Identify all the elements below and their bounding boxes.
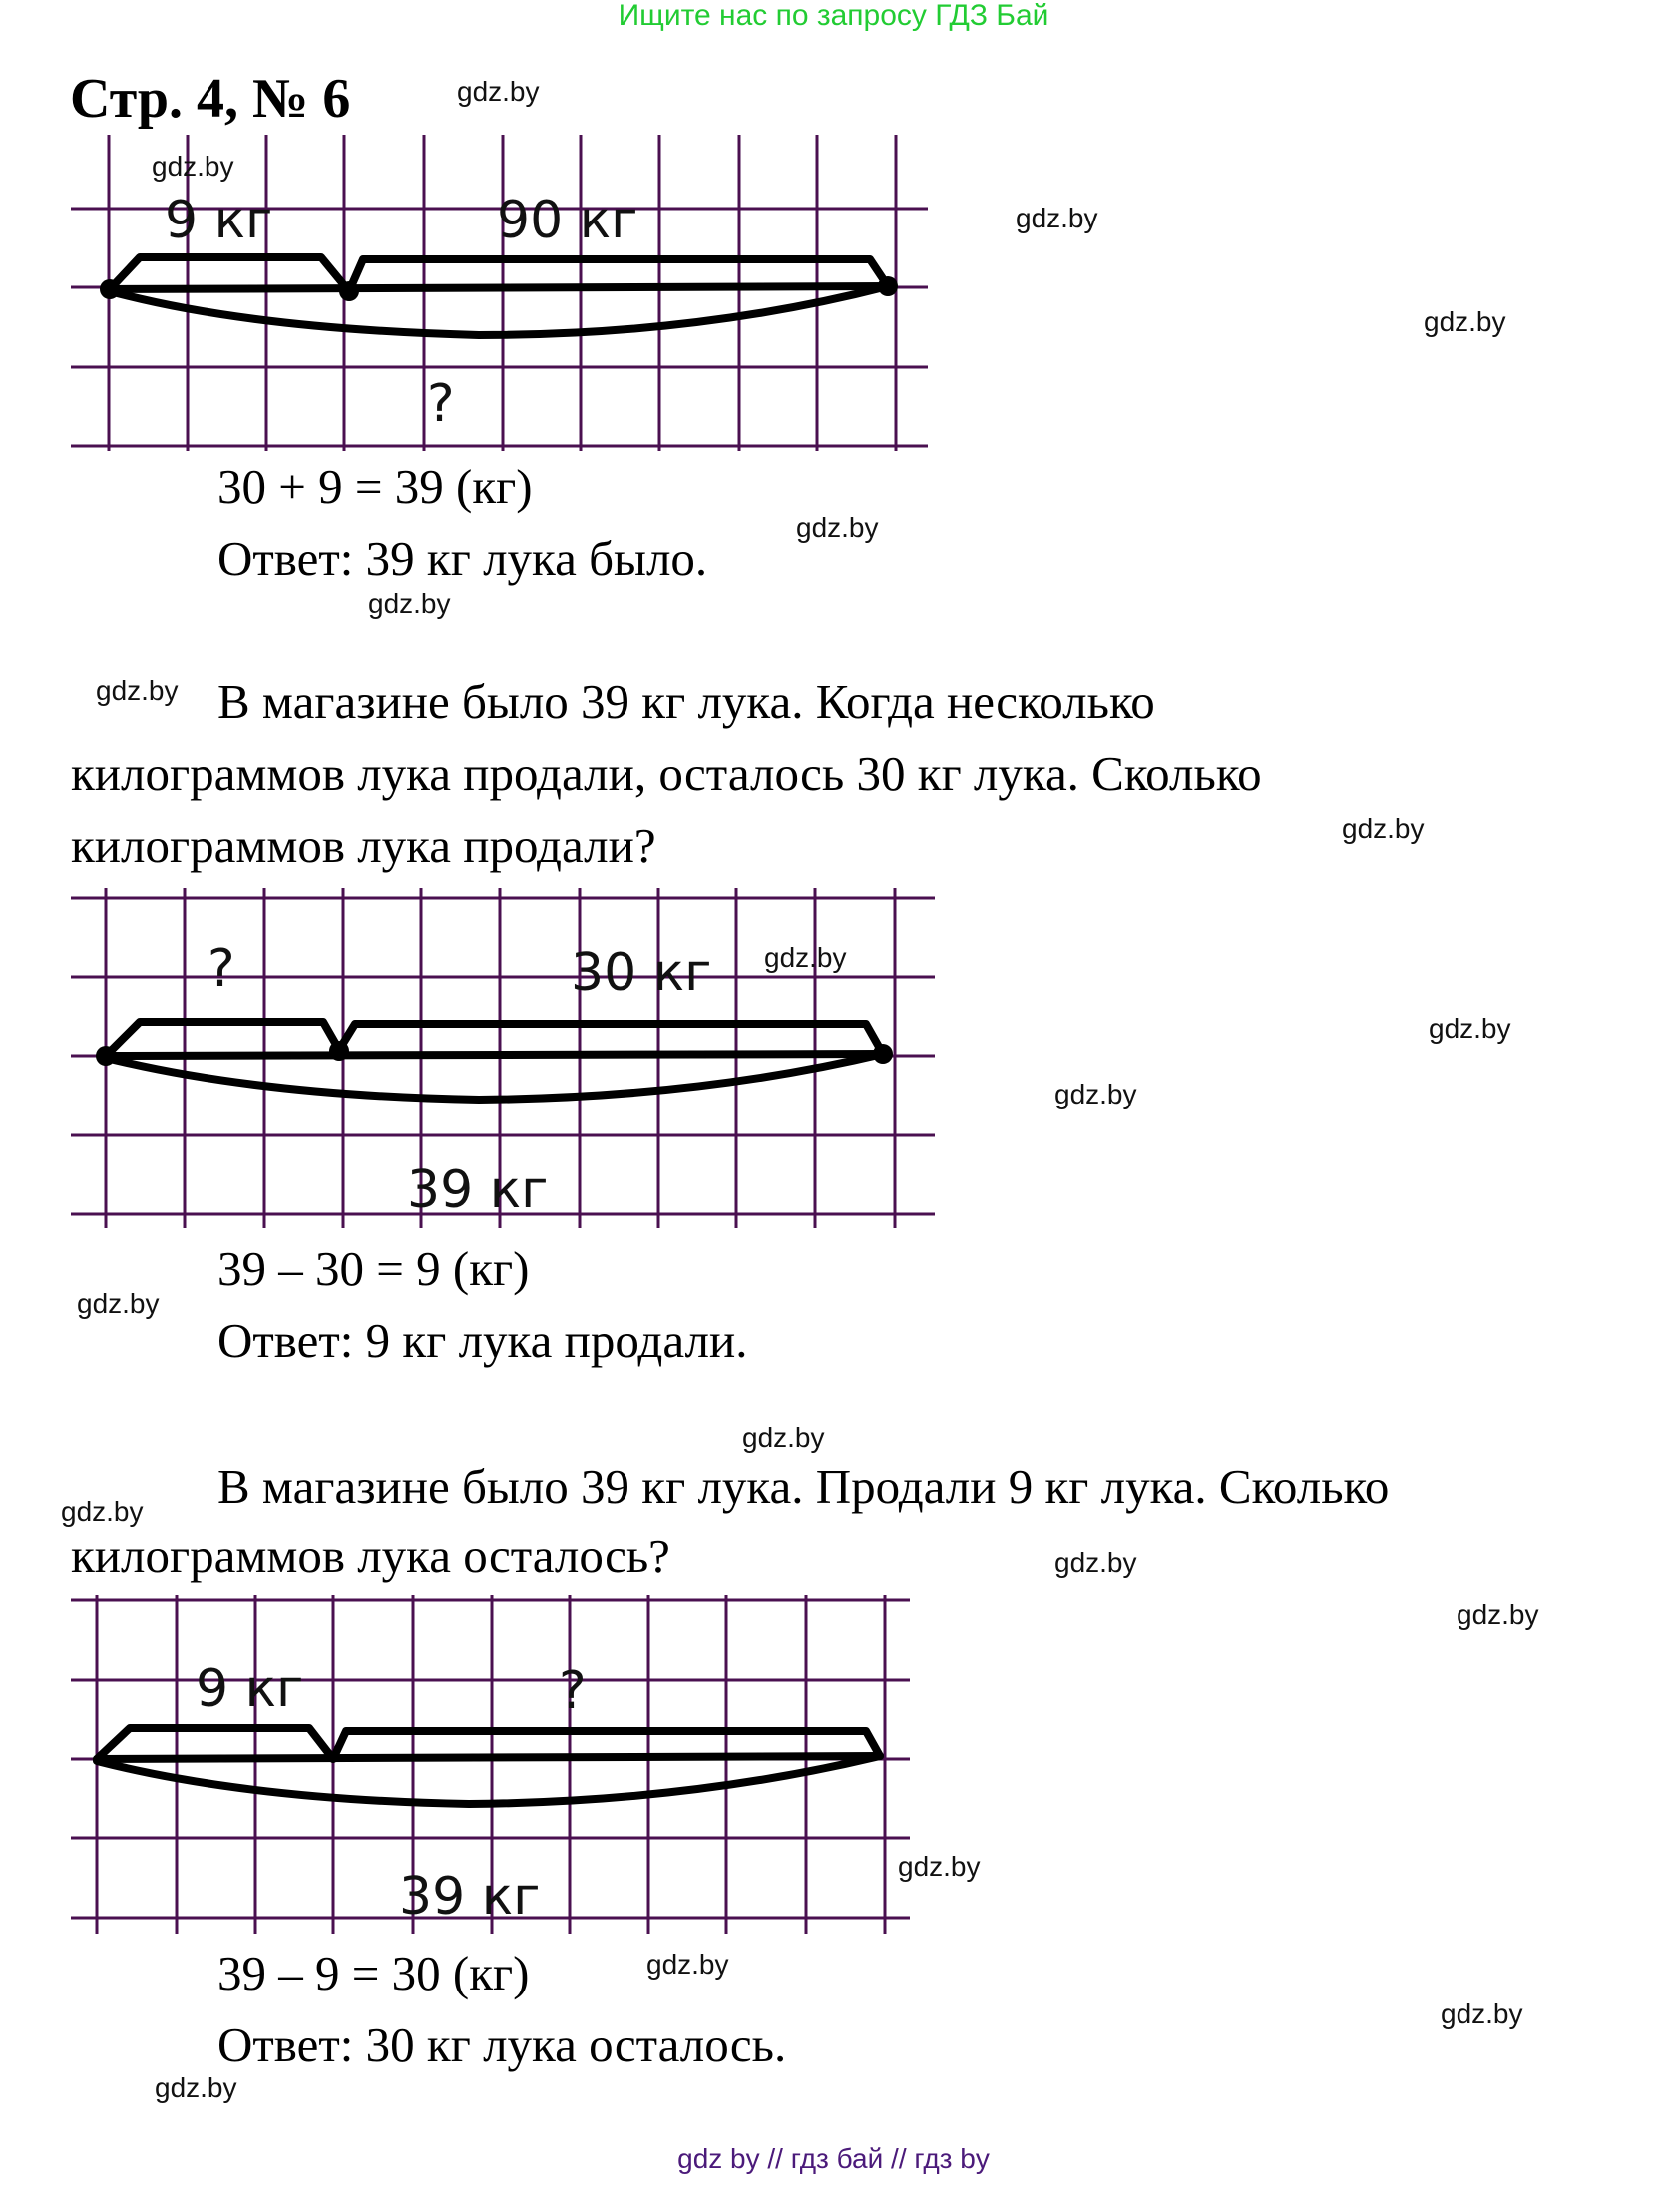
problem-2-line-3: килограммов лука продали? [71,818,656,873]
label-part1: ? [208,939,235,999]
label-part2: ? [559,1661,587,1721]
answer-3: Ответ: 30 кг лука осталось. [217,2017,787,2072]
search-banner: Ищите нас по запросу ГДЗ Бай [618,0,1049,32]
label-total: 39 кг [399,1867,541,1927]
watermark: gdz.by [1457,1599,1539,1630]
label-total: ? [427,374,455,434]
label-total: 39 кг [407,1160,549,1220]
segment-lines-3 [97,1728,880,1804]
problem-3-line-1: В магазине было 39 кг лука. Продали 9 кг лука. Сколько [217,1459,1390,1514]
watermark: gdz.by [1054,1548,1137,1578]
equation-3: 39 – 9 = 30 (кг) [217,1946,530,2000]
label-part2: 90 кг [497,191,638,250]
label-part1: 9 кг [196,1659,304,1719]
watermark: gdz.by [796,512,879,543]
footer-links: gdz by // гдз бай // гдз by [677,2143,990,2174]
watermark: gdz.by [898,1851,981,1882]
watermark: gdz.by [1342,813,1425,844]
equation-2: 39 – 30 = 9 (кг) [217,1241,530,1296]
label-part1: 9 кг [165,191,273,250]
watermark: gdz.by [1424,306,1506,337]
answer-2: Ответ: 9 кг лука продали. [217,1313,748,1368]
label-part2: 30 кг [571,943,712,1003]
watermark: gdz.by [764,942,847,973]
equation-1: 30 + 9 = 39 (кг) [217,459,533,514]
watermark: gdz.by [1016,203,1098,233]
answer-1: Ответ: 39 кг лука было. [217,531,708,586]
watermark: gdz.by [1054,1079,1137,1109]
watermark: gdz.by [1441,1998,1523,2029]
watermark: gdz.by [155,2072,237,2103]
watermark: gdz.by [61,1496,144,1527]
problem-2-line-2: килограммов лука продали, осталось 30 кг лука. Сколько [71,746,1262,801]
problem-3-line-2: килограммов лука осталось? [71,1529,670,1583]
watermark: gdz.by [457,76,540,107]
watermark: gdz.by [96,675,179,706]
watermark: gdz.by [368,588,451,619]
problem-2-line-1: В магазине было 39 кг лука. Когда несколько [217,674,1155,729]
watermark: gdz.by [646,1949,729,1980]
watermark: gdz.by [77,1288,160,1319]
watermark: gdz.by [1429,1013,1511,1044]
page-title: Стр. 4, № 6 [70,68,351,130]
watermark: gdz.by [152,151,234,182]
watermark: gdz.by [742,1422,825,1453]
